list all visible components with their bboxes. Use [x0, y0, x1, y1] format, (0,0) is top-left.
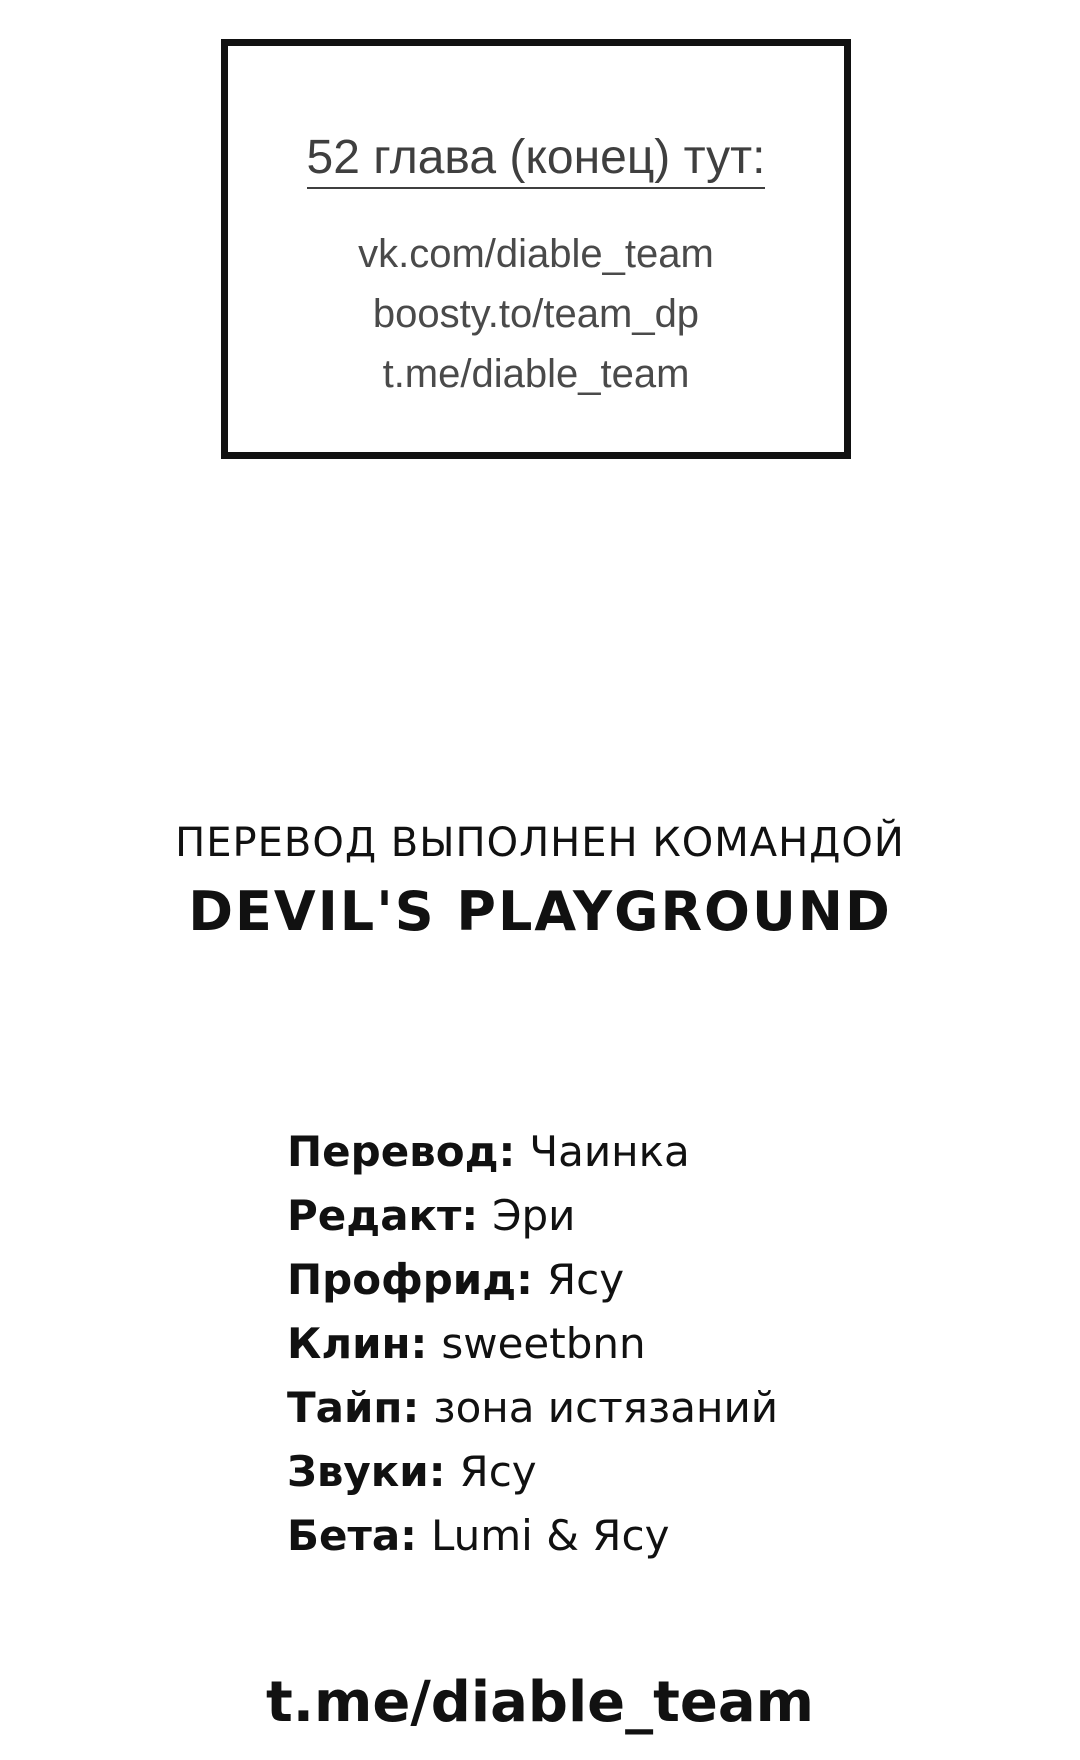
- credit-row: [287, 1248, 1007, 1312]
- credit-row: [287, 1440, 1007, 1504]
- credit-role-label: Перевод:: [287, 1127, 516, 1176]
- vk-link[interactable]: vk.com/diable_team: [358, 232, 714, 276]
- next-chapter-title: [228, 132, 844, 189]
- translation-team-caption: ПЕРЕВОД ВЫПОЛНЕН КОМАНДОЙ: [175, 820, 905, 866]
- link-list: [228, 224, 844, 404]
- boosty-link[interactable]: boosty.to/team_dp: [372, 292, 700, 336]
- team-name: DEVIL'S PLAYGROUND: [188, 880, 892, 943]
- credit-person: Эри: [492, 1191, 576, 1240]
- credit-role-label: Тайп:: [287, 1383, 420, 1432]
- credit-person: Ясу: [546, 1255, 625, 1304]
- telegram-link[interactable]: t.me/diable_team: [382, 352, 690, 396]
- credit-row: [287, 1120, 1007, 1184]
- credit-person: зона истязаний: [433, 1383, 779, 1432]
- credit-row: [287, 1504, 1007, 1568]
- credits-list: [287, 1120, 1007, 1568]
- credit-row: [287, 1312, 1007, 1376]
- credit-row: [287, 1376, 1007, 1440]
- credit-person: Ясу: [459, 1447, 537, 1496]
- credit-person: Lumi & Ясу: [430, 1511, 670, 1560]
- credit-person: sweetbnn: [441, 1319, 646, 1368]
- chapter-info-box: [221, 39, 851, 459]
- credit-role-label: Профрид:: [287, 1255, 533, 1304]
- credit-role-label: Бета:: [287, 1511, 417, 1560]
- footer-telegram-link[interactable]: t.me/diable_team: [265, 1670, 815, 1735]
- credit-role-label: Звуки:: [287, 1447, 446, 1496]
- credit-role-label: Редакт:: [287, 1191, 479, 1240]
- credit-person: Чаинка: [529, 1127, 690, 1176]
- credit-role-label: Клин:: [287, 1319, 428, 1368]
- next-chapter-title-text: 52 глава (конец) тут:: [307, 132, 766, 189]
- credit-row: [287, 1184, 1007, 1248]
